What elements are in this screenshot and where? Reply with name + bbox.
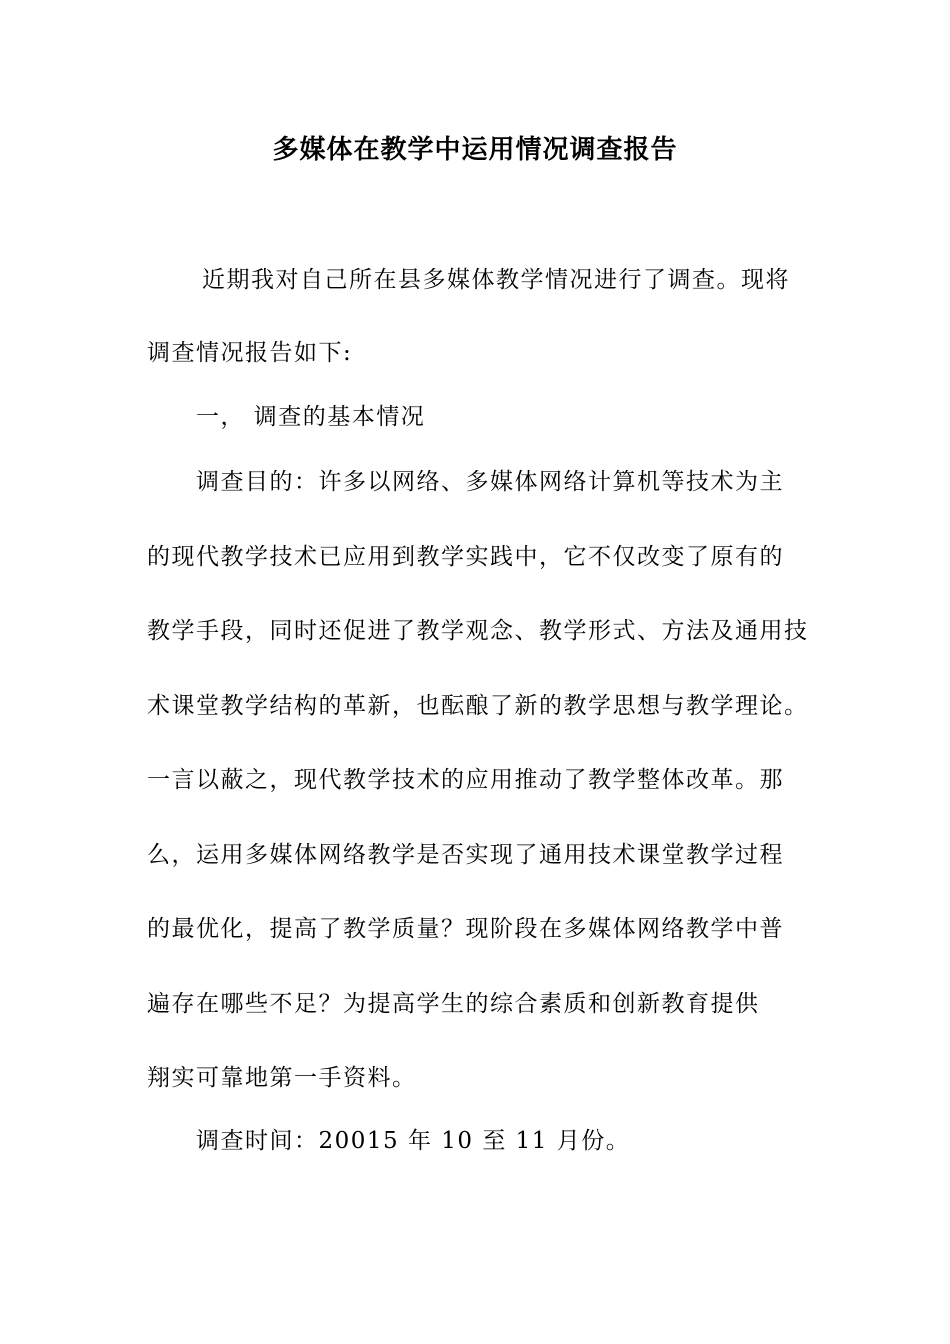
paragraph-line: 翔实可靠地第一手资料。 [147,1065,417,1091]
paragraph-line: 近期我对自己所在县多媒体教学情况进行了调查。现将 [202,267,790,293]
survey-time-line: 调查时间：20015 年 10 至 11 月份。 [196,1128,631,1154]
paragraph-line: 调查目的：许多以网络、多媒体网络计算机等技术为主 [196,469,784,495]
paragraph-line: 调查情况报告如下: [147,340,353,366]
paragraph-line: 教学手段，同时还促进了教学观念、教学形式、方法及通用技 [147,618,809,644]
section-heading: 一， 调查的基本情况 [196,404,426,430]
paragraph-line: 遍存在哪些不足？为提高学生的综合素质和创新教育提供 [147,991,760,1017]
paragraph-line: 么，运用多媒体网络教学是否实现了通用技术课堂教学过程 [147,842,784,868]
paragraph-line: 的现代教学技术已应用到教学实践中，它不仅改变了原有的 [147,544,784,570]
paragraph-line: 术课堂教学结构的革新，也酝酿了新的教学思想与教学理论。 [147,693,809,719]
document-title: 多媒体在教学中运用情况调查报告 [272,135,678,165]
paragraph-line: 一言以蔽之，现代教学技术的应用推动了教学整体改革。那 [147,767,784,793]
paragraph-line: 的最优化，提高了教学质量？现阶段在多媒体网络教学中普 [147,916,784,942]
